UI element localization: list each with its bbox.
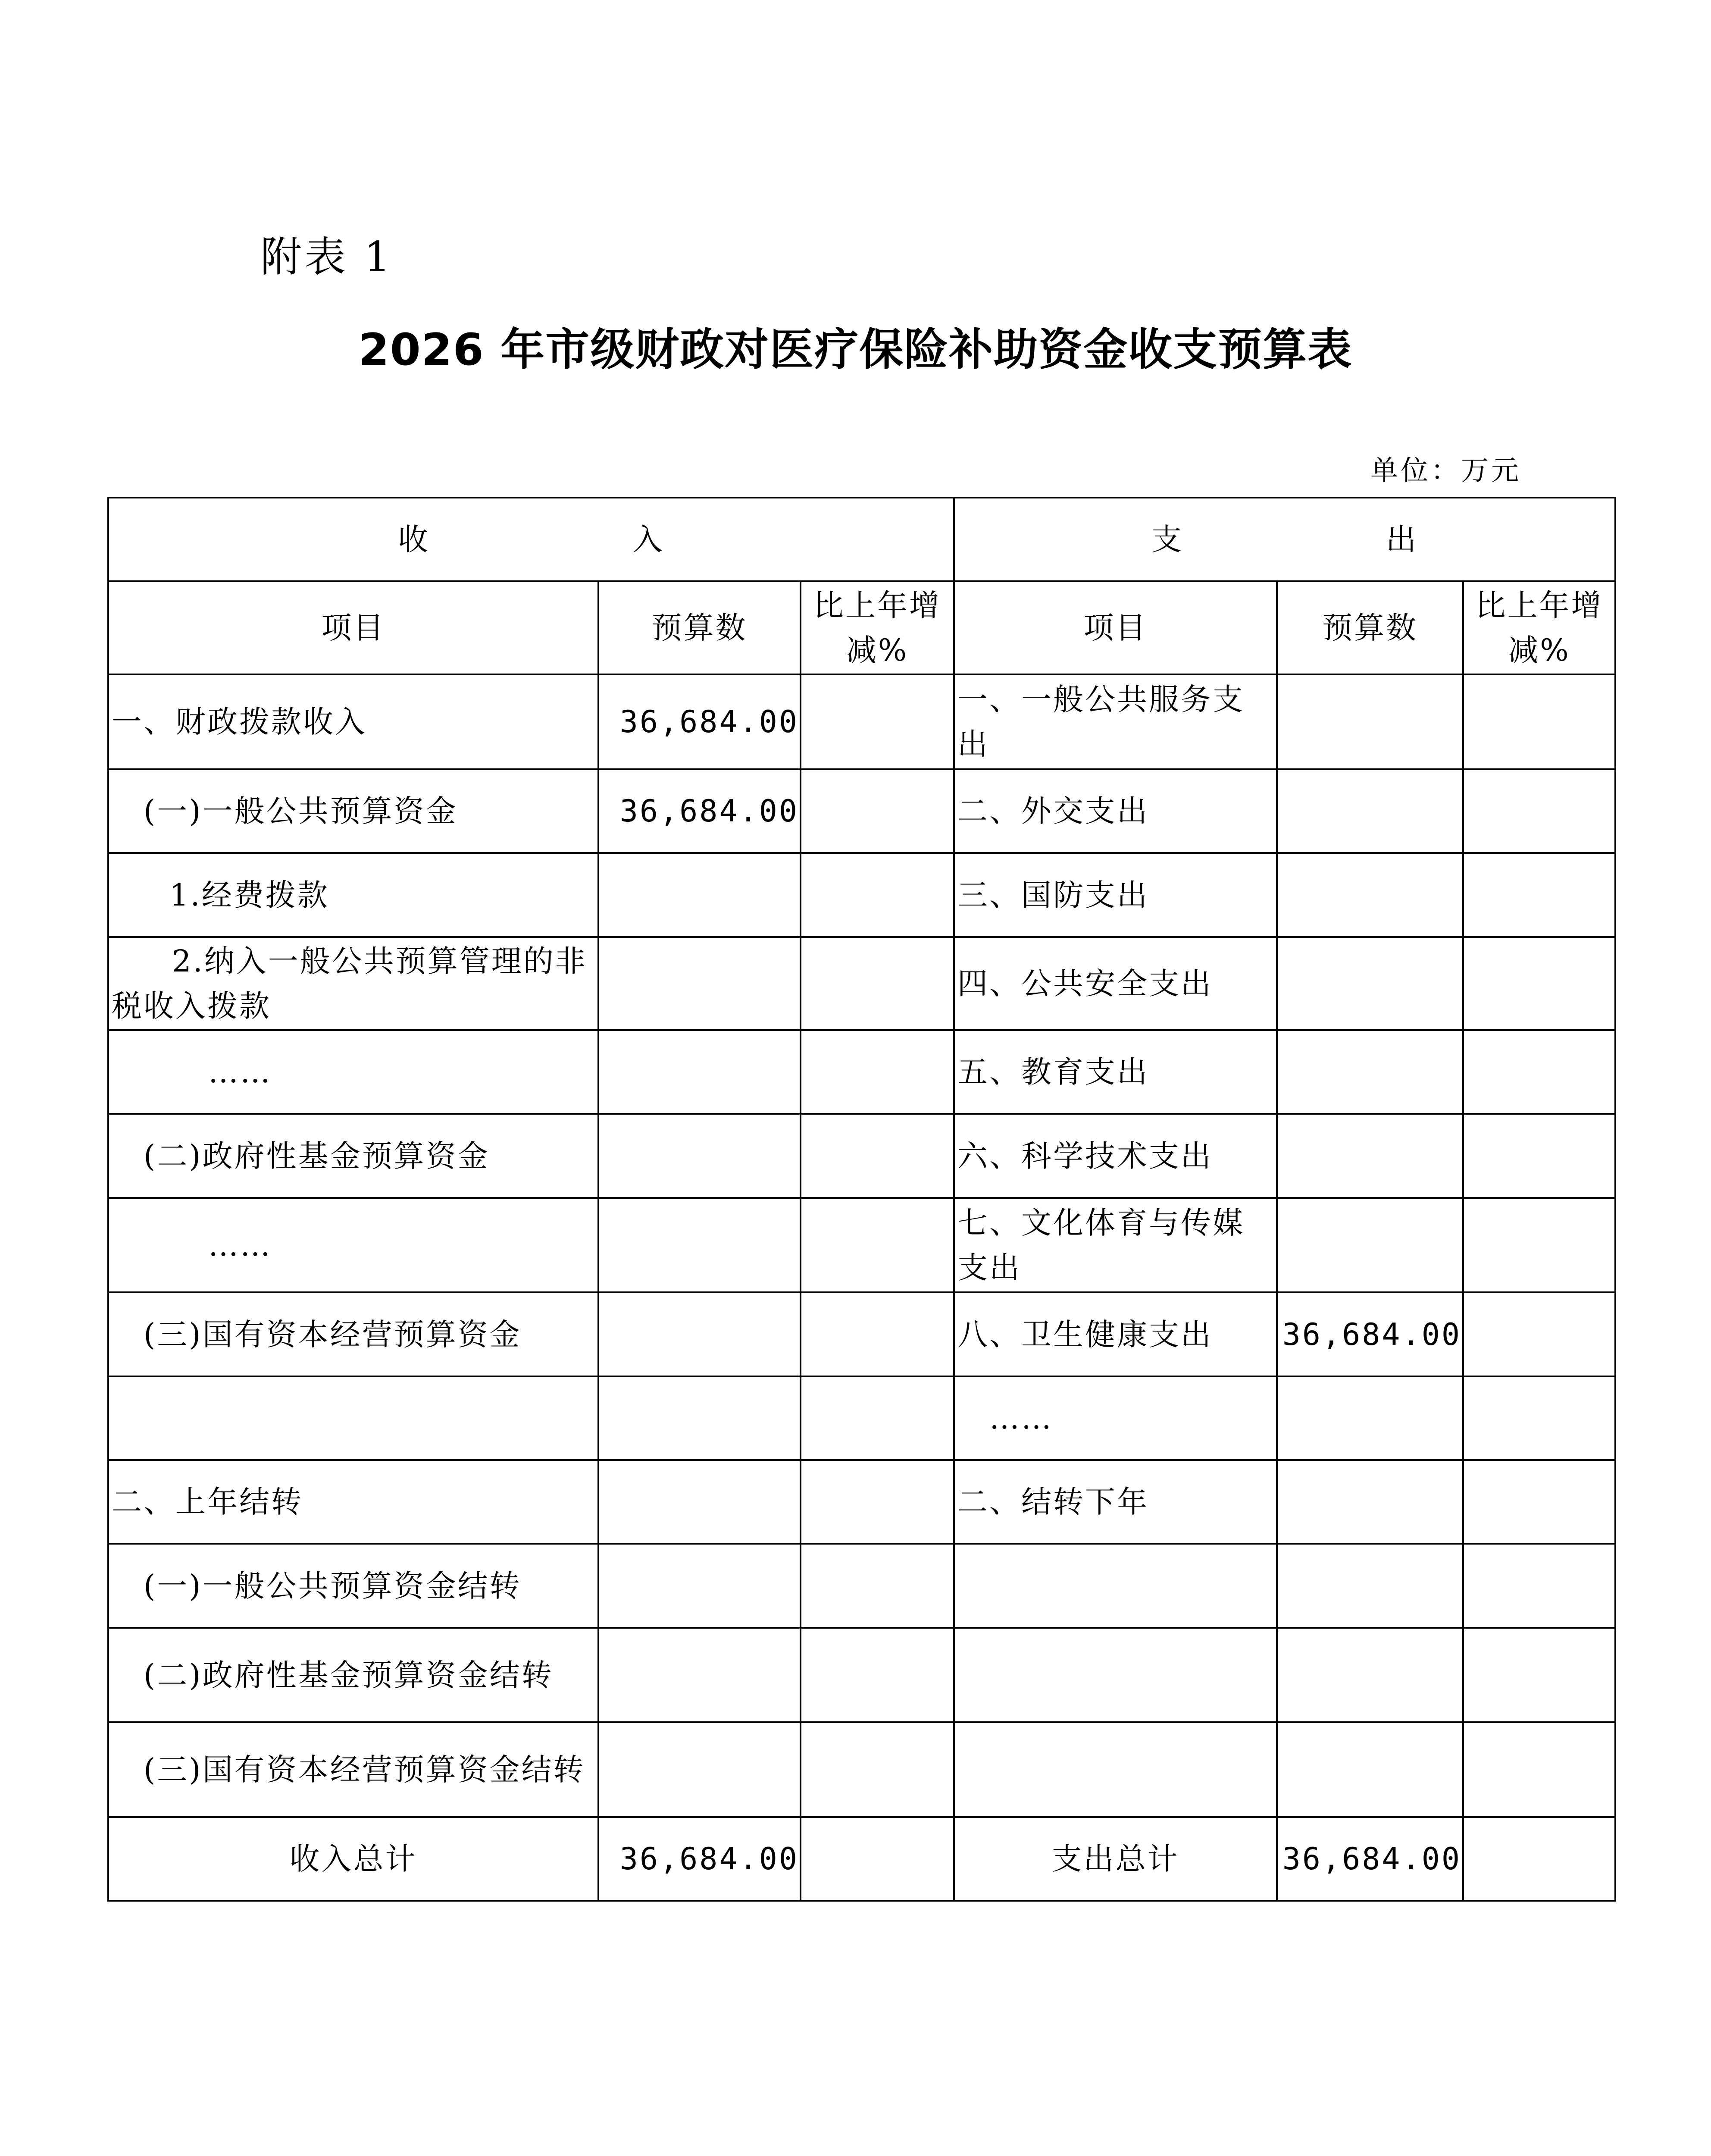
table-row [108, 1460, 1615, 1544]
income-change [801, 1292, 954, 1376]
col-income-budget: 预算数 [598, 581, 801, 674]
expense-item [954, 1722, 1277, 1817]
income-total-budget: 36,684.00 [598, 1817, 801, 1901]
expense-budget [1277, 1460, 1463, 1544]
table-row [108, 1292, 1615, 1376]
expense-budget [1277, 674, 1463, 769]
table-row [108, 1198, 1615, 1292]
income-item: …… [108, 1198, 598, 1292]
page-title: 2026 年市级财政对医疗保险补助资金收支预算表 [358, 324, 1353, 376]
table-row [108, 1628, 1615, 1722]
expense-budget [1277, 1114, 1463, 1198]
income-item: (三)国有资本经营预算资金结转 [108, 1722, 598, 1817]
expense-change [1463, 1198, 1615, 1292]
income-section-header [108, 498, 954, 581]
expense-item [954, 1628, 1277, 1722]
expense-item: 三、国防支出 [954, 853, 1277, 937]
income-item: …… [108, 1030, 598, 1114]
income-total-label: 收入总计 [108, 1817, 598, 1901]
income-total-change [801, 1817, 954, 1901]
income-item: (三)国有资本经营预算资金 [108, 1292, 598, 1376]
income-budget [598, 1460, 801, 1544]
col-expense-budget: 预算数 [1277, 581, 1463, 674]
unit-label: 单位：万元 [1370, 455, 1521, 487]
expense-change [1463, 1114, 1615, 1198]
income-budget [598, 1544, 801, 1628]
income-budget [598, 1030, 801, 1114]
table-row [108, 1376, 1615, 1460]
income-item: (二)政府性基金预算资金结转 [108, 1628, 598, 1722]
col-expense-change: 比上年增减% [1463, 581, 1615, 674]
income-budget [598, 1628, 801, 1722]
table-row [108, 769, 1615, 853]
income-budget [598, 1722, 801, 1817]
expense-total-change [1463, 1817, 1615, 1901]
income-change [801, 769, 954, 853]
income-item [108, 1376, 598, 1460]
income-item: 1.经费拨款 [108, 853, 598, 937]
expense-budget [1277, 1628, 1463, 1722]
table-row [108, 1114, 1615, 1198]
expense-change [1463, 937, 1615, 1030]
income-change [801, 853, 954, 937]
expense-change [1463, 1292, 1615, 1376]
expense-budget [1277, 769, 1463, 853]
expense-section-char: 支 [1151, 522, 1184, 557]
expense-item: 二、结转下年 [954, 1460, 1277, 1544]
income-change [801, 1460, 954, 1544]
expense-item [954, 1544, 1277, 1628]
income-item: 二、上年结转 [108, 1460, 598, 1544]
income-budget: 36,684.00 [598, 769, 801, 853]
expense-change [1463, 1722, 1615, 1817]
expense-change [1463, 1376, 1615, 1460]
table-row [108, 853, 1615, 937]
annex-label: 附表 1 [260, 233, 393, 281]
expense-change [1463, 674, 1615, 769]
table-row [108, 1544, 1615, 1628]
expense-change [1463, 1544, 1615, 1628]
income-change [801, 1722, 954, 1817]
expense-change [1463, 853, 1615, 937]
income-budget [598, 1292, 801, 1376]
col-expense-item: 项目 [954, 581, 1277, 674]
income-budget: 36,684.00 [598, 674, 801, 769]
table-row [108, 1030, 1615, 1114]
table-row [108, 674, 1615, 769]
income-change [801, 1030, 954, 1114]
expense-budget [1277, 1722, 1463, 1817]
income-change [801, 1376, 954, 1460]
col-income-change: 比上年增减% [801, 581, 954, 674]
expense-total-label: 支出总计 [954, 1817, 1277, 1901]
expense-budget [1277, 1198, 1463, 1292]
income-change [801, 674, 954, 769]
income-item: (一)一般公共预算资金结转 [108, 1544, 598, 1628]
income-item: (一)一般公共预算资金 [108, 769, 598, 853]
income-item: 一、财政拨款收入 [108, 674, 598, 769]
expense-change [1463, 1460, 1615, 1544]
table-row [108, 1722, 1615, 1817]
budget-table [107, 497, 1616, 1902]
table-row [108, 937, 1615, 1030]
expense-change [1463, 769, 1615, 853]
income-change [801, 937, 954, 1030]
expense-change [1463, 1030, 1615, 1114]
expense-item: 四、公共安全支出 [954, 937, 1277, 1030]
expense-item: 二、外交支出 [954, 769, 1277, 853]
col-income-item: 项目 [108, 581, 598, 674]
expense-change [1463, 1628, 1615, 1722]
expense-item: 六、科学技术支出 [954, 1114, 1277, 1198]
expense-section-char: 出 [1386, 522, 1418, 557]
expense-item: 八、卫生健康支出 [954, 1292, 1277, 1376]
expense-budget [1277, 937, 1463, 1030]
column-header-row [108, 581, 1615, 674]
income-budget [598, 1376, 801, 1460]
income-budget [598, 853, 801, 937]
income-change [801, 1198, 954, 1292]
income-item: 2.纳入一般公共预算管理的非税收入拨款 [108, 937, 598, 1030]
expense-budget [1277, 1544, 1463, 1628]
income-change [801, 1628, 954, 1722]
income-change [801, 1544, 954, 1628]
expense-section-header [954, 498, 1615, 581]
expense-budget: 36,684.00 [1277, 1292, 1463, 1376]
income-section-char: 收 [398, 522, 430, 557]
expense-item: 一、一般公共服务支出 [954, 674, 1277, 769]
income-budget [598, 1198, 801, 1292]
income-section-char: 入 [632, 522, 664, 557]
income-budget [598, 937, 801, 1030]
expense-total-budget: 36,684.00 [1277, 1817, 1463, 1901]
income-item: (二)政府性基金预算资金 [108, 1114, 598, 1198]
expense-budget [1277, 853, 1463, 937]
section-header-row [108, 498, 1615, 581]
income-change [801, 1114, 954, 1198]
expense-item: 五、教育支出 [954, 1030, 1277, 1114]
expense-budget [1277, 1030, 1463, 1114]
expense-item: 七、文化体育与传媒支出 [954, 1198, 1277, 1292]
income-budget [598, 1114, 801, 1198]
expense-item: …… [954, 1376, 1277, 1460]
expense-budget [1277, 1376, 1463, 1460]
totals-row [108, 1817, 1615, 1901]
